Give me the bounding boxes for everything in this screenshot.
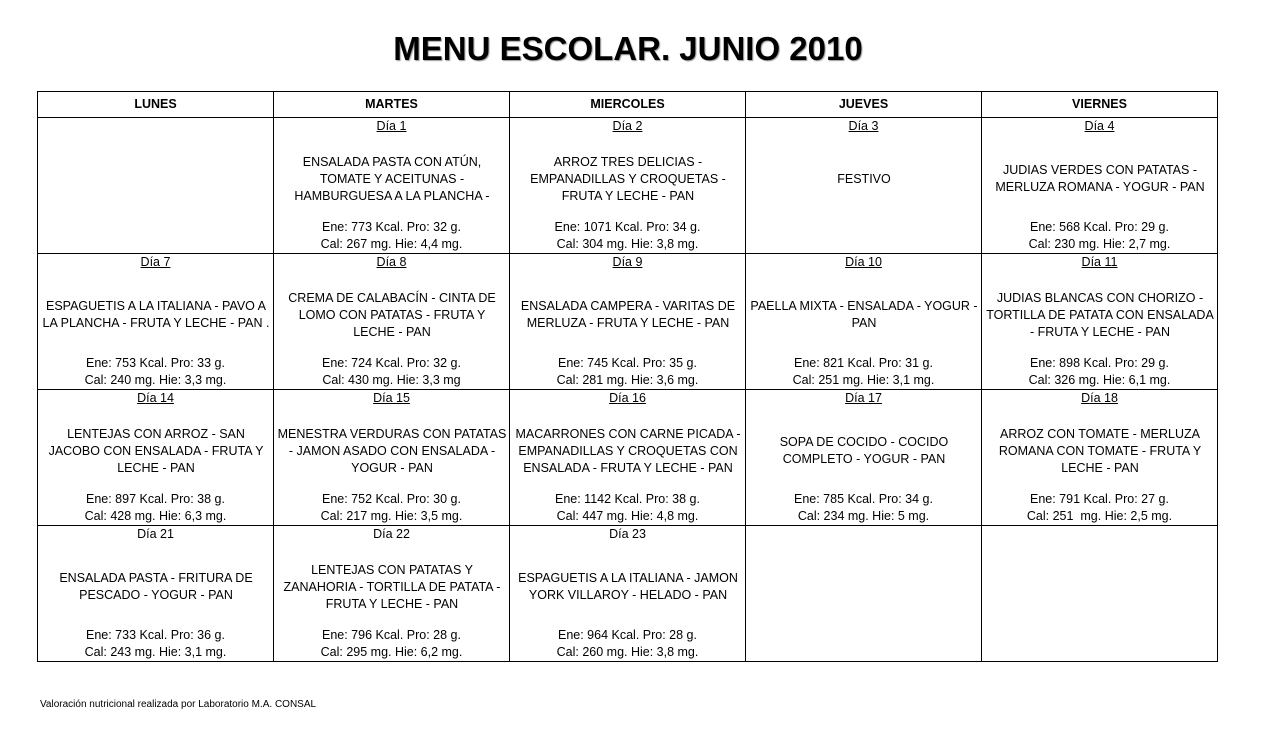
- energy-protein-text: Ene: 791 Kcal. Pro: 27 g.: [1030, 492, 1169, 506]
- menu-table: [37, 91, 1218, 662]
- nutrition-info: [982, 219, 1217, 253]
- day-number: Día 1: [376, 119, 407, 133]
- energy-protein-text: Ene: 773 Kcal. Pro: 32 g.: [322, 220, 461, 234]
- calcium-iron-text: Cal: 295 mg. Hie: 6,2 mg.: [320, 645, 463, 659]
- nutrition-info: [38, 627, 273, 661]
- energy-protein-text: Ene: 964 Kcal. Pro: 28 g.: [558, 628, 697, 642]
- day-cell: [510, 526, 746, 662]
- day-number: Día 7: [140, 255, 171, 269]
- day-cell: [510, 254, 746, 390]
- dish-text: ESPAGUETIS A LA ITALIANA - PAVO A LA PLANCHA - FRUTA Y LECHE - PAN .: [42, 299, 270, 330]
- energy-protein-text: Ene: 785 Kcal. Pro: 34 g.: [794, 492, 933, 506]
- day-number: Día 4: [1084, 119, 1115, 133]
- dish-block: [277, 288, 507, 342]
- weekday-header-row: [38, 92, 1218, 118]
- calcium-iron-text: Cal: 428 mg. Hie: 6,3 mg.: [84, 509, 227, 523]
- nutrition-info: [746, 355, 981, 389]
- dish-block: [513, 152, 743, 206]
- dish-block: [749, 288, 979, 342]
- header-martes: MARTES: [274, 92, 510, 118]
- week-row: [38, 526, 1218, 662]
- nutrition-info: [510, 355, 745, 389]
- calcium-iron-text: Cal: 326 mg. Hie: 6,1 mg.: [1028, 373, 1171, 387]
- calcium-iron-text: Cal: 234 mg. Hie: 5 mg.: [797, 509, 930, 523]
- day-cell: [746, 254, 982, 390]
- day-cell: [38, 390, 274, 526]
- calcium-iron-text: Cal: 281 mg. Hie: 3,6 mg.: [556, 373, 699, 387]
- dish-block: [749, 152, 979, 206]
- day-cell: [746, 526, 982, 662]
- dish-block: [41, 560, 271, 614]
- nutrition-info: [38, 491, 273, 525]
- nutrition-info: [746, 491, 981, 525]
- day-cell: [510, 118, 746, 254]
- calcium-iron-text: Cal: 251 mg. Hie: 3,1 mg.: [792, 373, 935, 387]
- dish-text: ESPAGUETIS A LA ITALIANA - JAMON YORK VILLAROY - HELADO - PAN: [518, 571, 738, 602]
- day-number: Día 11: [1081, 255, 1118, 269]
- dish-block: [513, 424, 743, 478]
- dish-text: ENSALADA PASTA CON ATÚN, TOMATE Y ACEITUNAS - HAMBURGUESA A LA PLANCHA -: [294, 154, 490, 203]
- calcium-iron-text: Cal: 267 mg. Hie: 4,4 mg.: [320, 237, 463, 251]
- calcium-iron-text: Cal: 304 mg. Hie: 3,8 mg.: [556, 237, 699, 251]
- day-cell: [982, 390, 1218, 526]
- calcium-iron-text: Cal: 243 mg. Hie: 3,1 mg.: [84, 645, 227, 659]
- day-number: Día 9: [612, 255, 643, 269]
- dish-text: SOPA DE COCIDO - COCIDO COMPLETO - YOGUR - PAN: [779, 435, 949, 466]
- dish-text: ENSALADA PASTA - FRITURA DE PESCADO - YOGUR - PAN: [59, 571, 253, 602]
- day-cell: [274, 118, 510, 254]
- energy-protein-text: Ene: 568 Kcal. Pro: 29 g.: [1030, 220, 1169, 234]
- calcium-iron-text: Cal: 447 mg. Hie: 4,8 mg.: [556, 509, 699, 523]
- dish-block: [749, 560, 979, 614]
- day-cell: [746, 390, 982, 526]
- dish-block: [277, 560, 507, 614]
- energy-protein-text: Ene: 1142 Kcal. Pro: 38 g.: [554, 492, 700, 506]
- calcium-iron-text: Cal: 430 mg. Hie: 3,3 mg: [322, 373, 461, 387]
- day-number: Día 14: [137, 391, 174, 405]
- header-lunes: LUNES: [38, 92, 274, 118]
- day-number: Día 10: [845, 255, 882, 269]
- day-number: Día 8: [376, 255, 407, 269]
- dish-text: PAELLA MIXTA - ENSALADA - YOGUR - PAN: [750, 299, 978, 330]
- day-cell: [982, 254, 1218, 390]
- nutrition-info: [510, 219, 745, 253]
- nutrition-info: [38, 355, 273, 389]
- calcium-iron-text: Cal: 240 mg. Hie: 3,3 mg.: [84, 373, 227, 387]
- week-row: [38, 118, 1218, 254]
- day-number: Día 23: [609, 527, 646, 541]
- dish-text: ARROZ TRES DELICIAS - EMPANADILLAS Y CROQUETAS - FRUTA Y LECHE - PAN: [530, 154, 726, 203]
- day-cell: [982, 118, 1218, 254]
- footer-note: Valoración nutricional realizada por Laboratorio M.A. CONSAL: [40, 699, 317, 710]
- nutrition-info: [274, 627, 509, 661]
- dish-block: [277, 424, 507, 478]
- menu-body: [38, 118, 1218, 662]
- energy-protein-text: Ene: 745 Kcal. Pro: 35 g.: [558, 356, 697, 370]
- nutrition-info: [274, 355, 509, 389]
- day-cell: [38, 254, 274, 390]
- nutrition-info: [274, 491, 509, 525]
- energy-protein-text: Ene: 724 Kcal. Pro: 32 g.: [322, 356, 461, 370]
- nutrition-info: [510, 627, 745, 661]
- day-number: Día 2: [612, 119, 643, 133]
- energy-protein-text: Ene: 1071 Kcal. Pro: 34 g.: [554, 220, 701, 234]
- nutrition-info: [510, 491, 745, 525]
- dish-block: [277, 152, 507, 206]
- day-number: Día 21: [137, 527, 174, 541]
- dish-block: [513, 560, 743, 614]
- energy-protein-text: Ene: 733 Kcal. Pro: 36 g.: [86, 628, 225, 642]
- day-number: Día 17: [845, 391, 882, 405]
- header-miercoles: MIERCOLES: [510, 92, 746, 118]
- energy-protein-text: Ene: 752 Kcal. Pro: 30 g.: [322, 492, 461, 506]
- dish-text: LENTEJAS CON ARROZ - SAN JACOBO CON ENSALADA - FRUTA Y LECHE - PAN: [48, 426, 264, 475]
- dish-text: ENSALADA CAMPERA - VARITAS DE MERLUZA - FRUTA Y LECHE - PAN: [520, 299, 736, 330]
- dish-text: MACARRONES CON CARNE PICADA - EMPANADILLAS Y CROQUETAS CON ENSALADA - FRUTA Y LECHE - PAN: [515, 426, 741, 475]
- dish-block: [41, 152, 271, 206]
- day-cell: [982, 526, 1218, 662]
- nutrition-info: [274, 219, 509, 253]
- dish-block: [985, 424, 1215, 478]
- dish-text: MENESTRA VERDURAS CON PATATAS - JAMON ASADO CON ENSALADA - YOGUR - PAN: [277, 426, 507, 475]
- dish-block: [985, 560, 1215, 614]
- week-row: [38, 254, 1218, 390]
- dish-text: JUDIAS BLANCAS CON CHORIZO - TORTILLA DE PATATA CON ENSALADA - FRUTA Y LECHE - PAN: [986, 290, 1214, 339]
- calcium-iron-text: Cal: 251 mg. Hie: 2,5 mg.: [1026, 509, 1173, 523]
- week-row: [38, 390, 1218, 526]
- day-cell: [274, 526, 510, 662]
- day-cell: [38, 118, 274, 254]
- day-number: Día 18: [1081, 391, 1118, 405]
- day-number: Día 15: [373, 391, 410, 405]
- dish-block: [749, 424, 979, 478]
- nutrition-info: [982, 491, 1217, 525]
- header-jueves: JUEVES: [746, 92, 982, 118]
- energy-protein-text: Ene: 898 Kcal. Pro: 29 g.: [1030, 356, 1169, 370]
- dish-block: [985, 152, 1215, 206]
- day-cell: [38, 526, 274, 662]
- dish-text: FESTIVO: [837, 171, 891, 186]
- dish-text: JUDIAS VERDES CON PATATAS - MERLUZA ROMANA - YOGUR - PAN: [995, 163, 1205, 194]
- calcium-iron-text: Cal: 217 mg. Hie: 3,5 mg.: [320, 509, 463, 523]
- dish-text: CREMA DE CALABACÍN - CINTA DE LOMO CON PATATAS - FRUTA Y LECHE - PAN: [288, 290, 496, 339]
- dish-block: [513, 288, 743, 342]
- nutrition-info: [982, 355, 1217, 389]
- dish-text: LENTEJAS CON PATATAS Y ZANAHORIA - TORTILLA DE PATATA - FRUTA Y LECHE - PAN: [283, 562, 501, 611]
- energy-protein-text: Ene: 897 Kcal. Pro: 38 g.: [86, 492, 225, 506]
- day-cell: [274, 390, 510, 526]
- energy-protein-text: Ene: 821 Kcal. Pro: 31 g.: [794, 356, 933, 370]
- calcium-iron-text: Cal: 260 mg. Hie: 3,8 mg.: [556, 645, 699, 659]
- energy-protein-text: Ene: 796 Kcal. Pro: 28 g.: [322, 628, 461, 642]
- day-number: Día 22: [373, 527, 410, 541]
- day-cell: [510, 390, 746, 526]
- day-number: Día 3: [848, 119, 879, 133]
- calcium-iron-text: Cal: 230 mg. Hie: 2,7 mg.: [1028, 237, 1171, 251]
- day-number: Día 16: [609, 391, 646, 405]
- dish-block: [985, 288, 1215, 342]
- day-cell: [746, 118, 982, 254]
- energy-protein-text: Ene: 753 Kcal. Pro: 33 g.: [86, 356, 225, 370]
- dish-block: [41, 288, 271, 342]
- dish-block: [41, 424, 271, 478]
- page-title: MENU ESCOLAR. JUNIO 2010: [393, 30, 863, 67]
- dish-text: ARROZ CON TOMATE - MERLUZA ROMANA CON TOMATE - FRUTA Y LECHE - PAN: [998, 426, 1202, 475]
- header-viernes: VIERNES: [982, 92, 1218, 118]
- day-cell: [274, 254, 510, 390]
